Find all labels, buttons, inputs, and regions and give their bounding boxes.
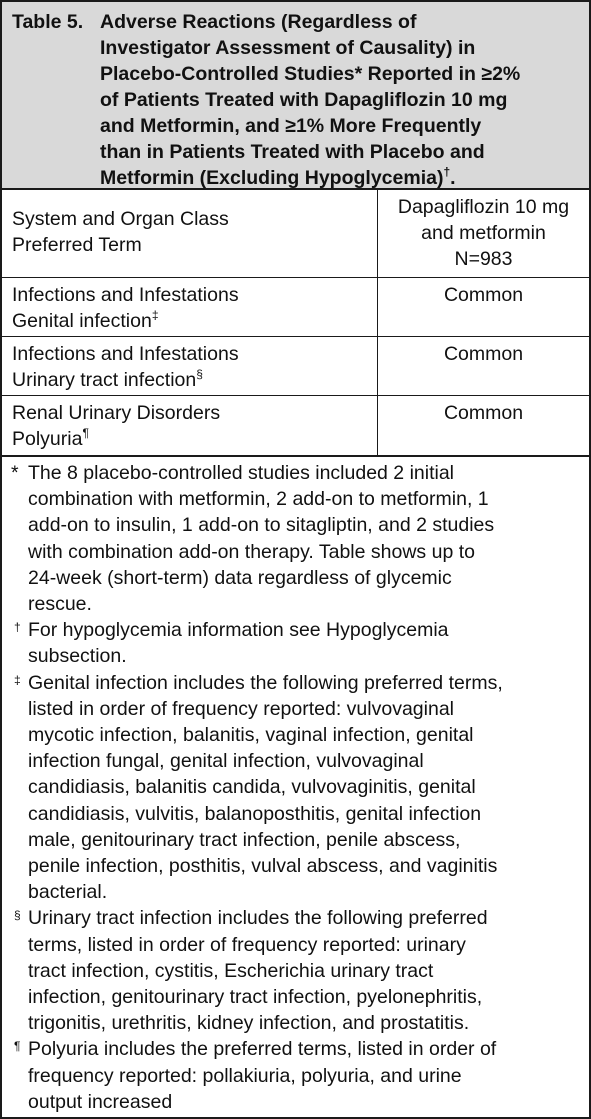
footnote-ref: § [196,366,203,381]
footnote-text [28,617,589,669]
title-period: . [450,167,456,189]
title-line: of Patients Treated with Dapagliflozin 10 mg [100,89,508,111]
table-row [2,396,589,457]
title-line-last [100,165,586,191]
footnote-line: terms, listed in order of frequency reported: urinary [28,933,466,956]
preferred-term [12,308,377,334]
footnote-line: penile infection, posthitis, vulval abscess, and vaginitis [28,855,498,878]
footnote-line: trigonitis, urethritis, kidney infection, and prostatitis. [28,1012,470,1035]
title-line: Investigator Assessment of Causality) in [100,37,476,59]
footnote-line: listed in order of frequency reported: vulvovaginal [28,697,454,720]
term-text: Genital infection [12,310,152,332]
footnote-line: infection, genitourinary tract infection, pyelonephritis, [28,986,483,1009]
footnote-text [28,1036,589,1115]
footnote-line: candidiasis, balanitis candida, vulvovaginitis, genital [28,776,476,799]
preferred-term [12,367,377,393]
footnote-text [28,460,589,617]
footnote-mark: § [14,908,21,923]
footnote-pilcrow [2,1036,589,1115]
organ-class-cell [2,396,378,455]
title-line: Metformin (Excluding Hypoglycemia) [100,167,444,189]
preferred-term [12,426,377,452]
footnotes [2,460,589,1115]
footnote-line: Genital infection includes the following preferred terms, [28,671,503,694]
header-label: Preferred Term [12,234,142,256]
footnote-line: Urinary tract infection includes the following preferred [28,907,488,930]
header-label: N=983 [454,248,513,270]
footnote-line: with combination add-on therapy. Table shows up to [28,540,475,563]
footnote-ref: ¶ [82,425,89,440]
header-cell-treatment [378,190,589,277]
footnote-text [28,670,589,906]
term-text: Polyuria [12,428,83,450]
footnote-mark: ‡ [14,672,21,687]
organ-class-cell [2,278,378,336]
frequency-value: Common [443,343,524,365]
footnote-dagger [2,617,589,669]
footnote-mark: † [14,620,21,635]
frequency-cell [378,278,589,336]
frequency-cell [378,396,589,455]
footnote-line: candidiasis, vulvitis, balanoposthitis, genital infection [28,802,482,825]
footnote-line: mycotic infection, balanitis, vaginal infection, genital [28,724,474,747]
header-label: and metformin [421,222,546,244]
footnote-double-dagger [2,670,589,906]
footnote-ref: ‡ [151,307,159,322]
header-label: System and Organ Class [12,208,229,230]
footnote-line: combination with metformin, 2 add-on to metformin, 1 [28,488,489,511]
footnote-section [2,905,589,1036]
footnote-text [28,905,589,1036]
frequency-value: Common [443,284,524,306]
organ-class: Infections and Infestations [12,284,239,306]
footnote-line: male, genitourinary tract infection, penile abscess, [28,828,461,851]
organ-class: Infections and Infestations [12,343,239,365]
footnote-line: frequency reported: pollakiuria, polyuria, and urine [28,1064,462,1087]
table-row [2,337,589,396]
footnote-line: bacterial. [28,881,108,904]
footnote-line: infection fungal, genital infection, vulvovaginal [28,750,424,773]
title-line: Adverse Reactions (Regardless of [100,11,417,33]
organ-class: Renal Urinary Disorders [12,402,221,424]
term-text: Urinary tract infection [12,369,197,391]
title-line: and Metformin, and ≥1% More Frequently [100,115,482,137]
footnote-line: output increased [28,1090,173,1113]
footnote-line: subsection. [28,645,127,668]
footnote-mark: * [11,462,19,484]
frequency-cell [378,337,589,395]
table-title [100,9,586,191]
footnote-line: 24-week (short-term) data regardless of glycemic [28,566,452,589]
table-row [2,278,589,337]
footnote-line: Polyuria includes the preferred terms, listed in order of [28,1038,497,1061]
title-line: Placebo-Controlled Studies* Reported in ≥2% [100,63,521,85]
organ-class-cell [2,337,378,395]
header-cell-class [2,190,378,277]
footnote-line: For hypoglycemia information see Hypoglycemia [28,619,449,642]
footnote-mark: ¶ [14,1039,21,1054]
footnote-line: rescue. [28,593,92,616]
footnote-asterisk [2,460,589,617]
table-caption [2,2,589,190]
frequency-value: Common [443,402,524,424]
header-label: Dapagliflozin 10 mg [397,196,570,218]
footnote-line: tract infection, cystitis, Escherichia urinary tract [28,959,434,982]
footnote-line: add-on to insulin, 1 add-on to sitagliptin, and 2 studies [28,514,495,537]
table-number: Table 5. [12,11,84,33]
dagger-mark: † [443,164,451,179]
footnote-line: The 8 placebo-controlled studies included 2 initial [28,462,455,484]
header-row [2,190,589,278]
title-line: than in Patients Treated with Placebo and [100,141,485,163]
